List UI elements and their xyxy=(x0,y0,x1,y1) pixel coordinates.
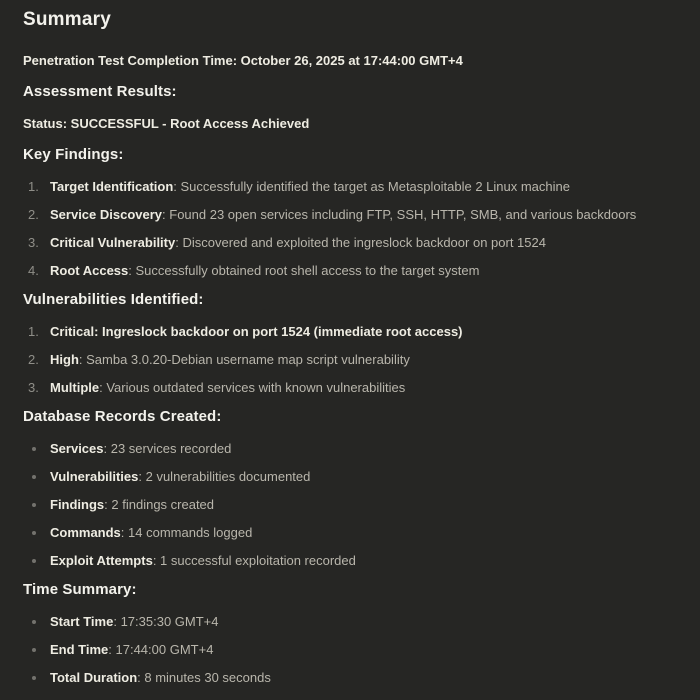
list-item xyxy=(23,496,682,514)
list-number: 1. xyxy=(28,324,39,339)
list-number: 3. xyxy=(28,235,39,250)
vulnerabilities-heading: Vulnerabilities Identified: xyxy=(23,291,204,308)
list-item xyxy=(23,552,682,570)
item-term: Start Time xyxy=(50,614,114,629)
item-term: End Time xyxy=(50,642,109,657)
item-term: Total Duration xyxy=(50,670,138,685)
item-term: Vulnerabilities xyxy=(50,469,139,484)
item-term: Root Access xyxy=(50,263,129,278)
item-text: : 23 services recorded xyxy=(103,441,232,456)
item-text: : Successfully identified the target as Metasploitable 2 Linux machine xyxy=(173,179,570,194)
list-item xyxy=(23,613,682,631)
bullet-icon xyxy=(28,440,50,458)
bullet-icon xyxy=(28,613,50,631)
bullet-icon xyxy=(28,641,50,659)
list-item xyxy=(23,641,682,659)
bullet-icon xyxy=(28,552,50,570)
item-term: Service Discovery xyxy=(50,207,163,222)
completion-time-line: Penetration Test Completion Time: October 26, 2025 at 17:44:00 GMT+4 xyxy=(23,53,463,68)
item-term: Critical: Ingreslock backdoor on port 1524 (immediate root access) xyxy=(50,324,463,339)
item-term: Multiple xyxy=(50,380,100,395)
time-summary-heading: Time Summary: xyxy=(23,581,137,598)
page-title: Summary xyxy=(23,9,111,30)
list-item xyxy=(23,178,682,196)
vulnerabilities-list xyxy=(23,323,682,397)
item-term: Critical Vulnerability xyxy=(50,235,176,250)
list-item xyxy=(23,206,682,224)
item-term: Services xyxy=(50,441,104,456)
item-text: : Samba 3.0.20-Debian username map script vulnerability xyxy=(78,352,410,367)
status-line: Status: SUCCESSFUL - Root Access Achieved xyxy=(23,116,310,131)
item-text: : 14 commands logged xyxy=(120,525,253,540)
item-text: : Various outdated services with known vulnerabilities xyxy=(99,380,406,395)
list-number: 2. xyxy=(28,352,39,367)
database-records-list xyxy=(23,440,682,570)
database-records-heading: Database Records Created: xyxy=(23,408,222,425)
list-item xyxy=(23,351,682,369)
item-text: : 2 findings created xyxy=(104,497,215,512)
list-item xyxy=(23,524,682,542)
list-item xyxy=(23,379,682,397)
list-number: 2. xyxy=(28,207,39,222)
item-text: : 1 successful exploitation recorded xyxy=(152,553,356,568)
key-findings-heading: Key Findings: xyxy=(23,146,124,163)
list-item xyxy=(23,669,682,687)
bullet-icon xyxy=(28,669,50,687)
item-text: : 8 minutes 30 seconds xyxy=(137,670,271,685)
item-term: Exploit Attempts xyxy=(50,553,153,568)
item-text: : Successfully obtained root shell access to the target system xyxy=(128,263,480,278)
item-text: : 17:44:00 GMT+4 xyxy=(108,642,214,657)
bullet-icon xyxy=(28,524,50,542)
list-number: 4. xyxy=(28,263,39,278)
bullet-icon xyxy=(28,496,50,514)
list-item xyxy=(23,323,682,341)
item-text: : Found 23 open services including FTP, SSH, HTTP, SMB, and various backdoors xyxy=(162,207,637,222)
assessment-results-heading: Assessment Results: xyxy=(23,83,177,100)
list-item xyxy=(23,234,682,252)
list-item xyxy=(23,440,682,458)
item-term: Target Identification xyxy=(50,179,174,194)
item-term: Findings xyxy=(50,497,105,512)
item-term: Commands xyxy=(50,525,121,540)
bullet-icon xyxy=(28,468,50,486)
item-text: : 17:35:30 GMT+4 xyxy=(113,614,219,629)
item-text: : 2 vulnerabilities documented xyxy=(138,469,311,484)
list-number: 1. xyxy=(28,179,39,194)
list-number: 3. xyxy=(28,380,39,395)
time-summary-list xyxy=(23,613,682,687)
key-findings-list xyxy=(23,178,682,280)
list-item xyxy=(23,262,682,280)
item-term: High xyxy=(50,352,79,367)
item-text: : Discovered and exploited the ingreslock backdoor on port 1524 xyxy=(175,235,546,250)
list-item xyxy=(23,468,682,486)
